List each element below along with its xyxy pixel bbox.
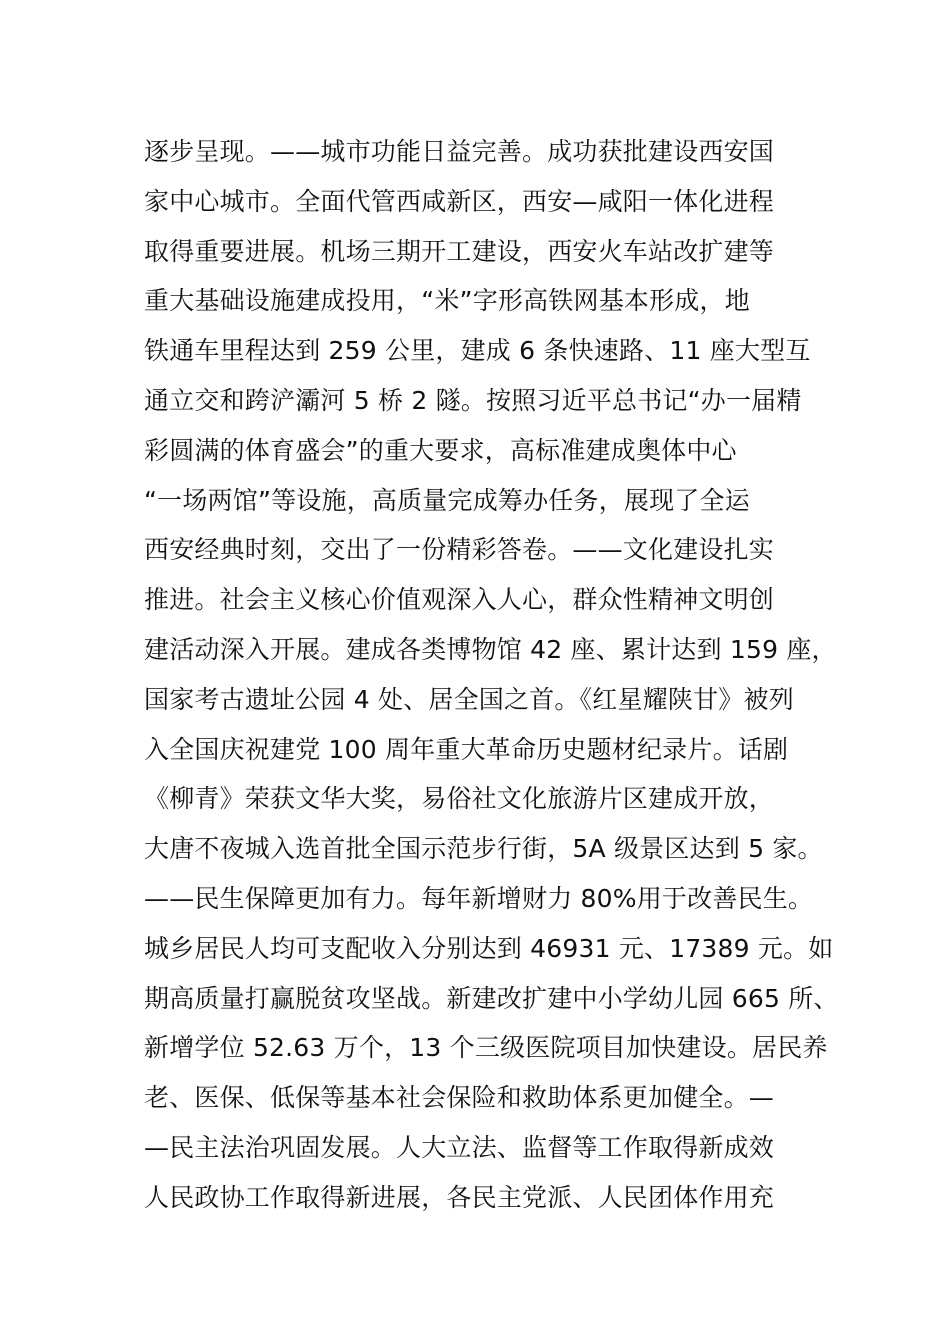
text-line: 期高质量打赢脱贫攻坚战。新建改扩建中小学幼儿园 665 所、 [144,983,839,1013]
text-line: 入全国庆祝建党 100 周年重大革命历史题材纪录片。话剧 [144,734,789,764]
text-line: 重大基础设施建成投用，“米”字形高铁网基本形成，地 [144,286,750,316]
text-line: 《柳青》荣获文华大奖，易俗社文化旅游片区建成开放， [144,784,775,814]
text-line: 家中心城市。全面代管西咸新区，西安—咸阳一体化进程 [144,186,775,216]
text-line: 推进。社会主义核心价值观深入人心，群众性精神文明创 [144,585,775,615]
text-line: 建活动深入开展。建成各类博物馆 42 座、累计达到 159 座， [144,634,837,664]
text-line: 铁通车里程达到 259 公里，建成 6 条快速路、11 座大型互 [144,336,811,366]
text-line: 人民政协工作取得新进展，各民主党派、人民团体作用充 [144,1182,775,1212]
text-line: 取得重要进展。机场三期开工建设，西安火车站改扩建等 [144,236,775,266]
text-line: 城乡居民人均可支配收入分别达到 46931 元、17389 元。如 [144,933,834,963]
text-line: 国家考古遗址公园 4 处、居全国之首。《红星耀陕甘》被列 [144,684,794,714]
text-line: ——民生保障更加有力。每年新增财力 80%用于改善民生。 [144,883,814,913]
body-paragraph [144,127,844,1223]
text-line: 西安经典时刻，交出了一份精彩答卷。——文化建设扎实 [144,535,775,565]
text-line: 大唐不夜城入选首批全国示范步行街，5A 级景区达到 5 家。 [144,834,823,864]
text-line: 新增学位 52.63 万个，13 个三级医院项目加快建设。居民养 [144,1033,828,1063]
text-line: 老、医保、低保等基本社会保险和救助体系更加健全。— [144,1083,775,1113]
text-line: 逐步呈现。——城市功能日益完善。成功获批建设西安国 [144,137,775,166]
text-line: 彩圆满的体育盛会”的重大要求，高标准建成奥体中心 [144,435,737,465]
text-line: 通立交和跨浐灞河 5 桥 2 隧。按照习近平总书记“办一届精 [144,385,802,415]
text-line: “一场两馆”等设施，高质量完成筹办任务，展现了全运 [144,485,750,515]
text-line: —民主法治巩固发展。人大立法、监督等工作取得新成效 [144,1132,775,1162]
